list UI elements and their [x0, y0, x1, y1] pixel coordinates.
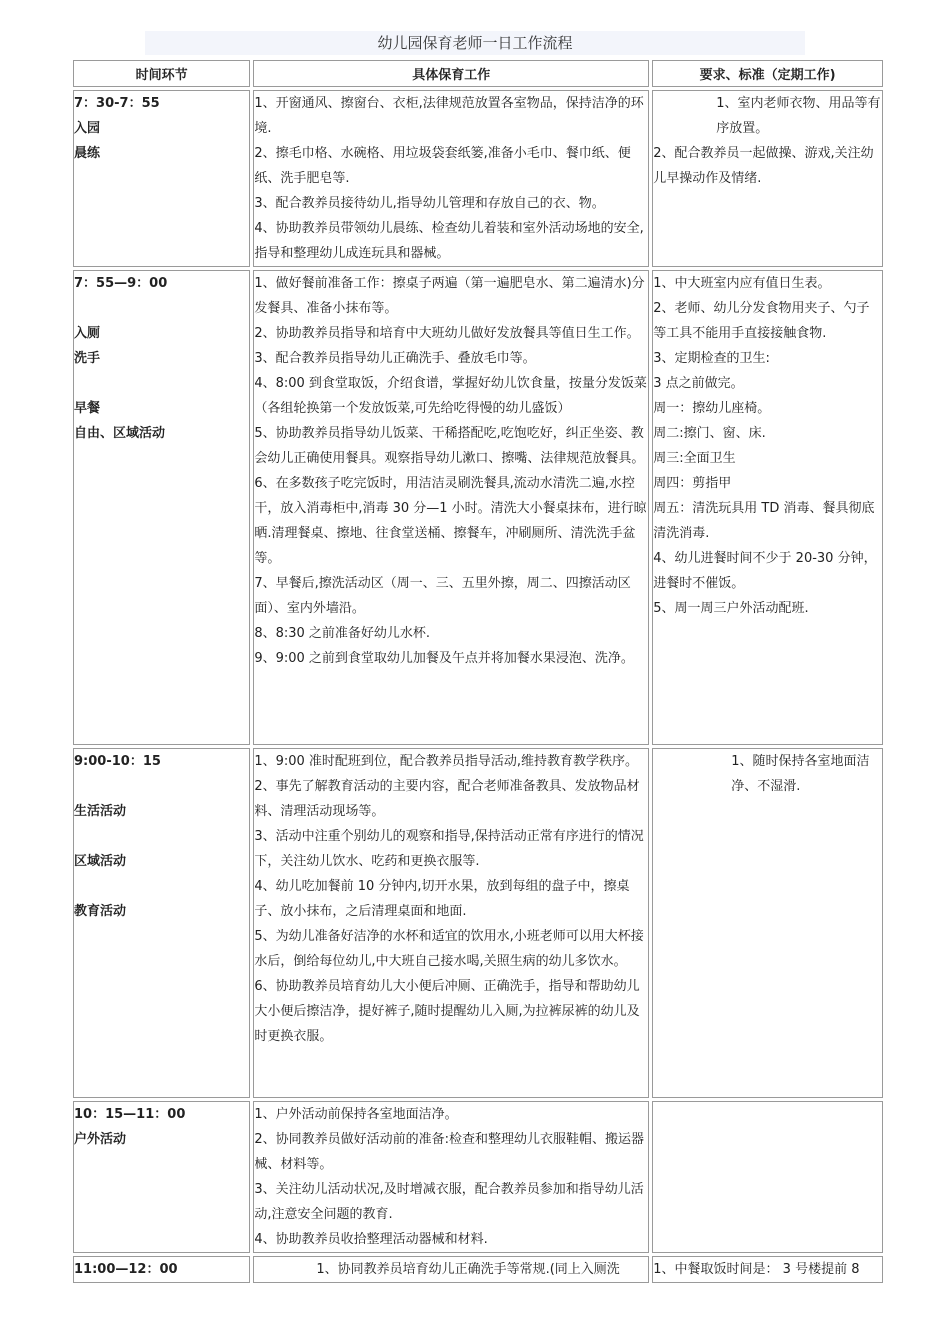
header-requirements: 要求、标准（定期工作)	[652, 60, 883, 87]
work-item: 8、8:30 之前准备好幼儿水杯.	[254, 626, 431, 641]
work-cell	[253, 1101, 649, 1253]
work-item: 2、事先了解教育活动的主要内容，配合老师准备教具、发放物品材料、清理活动现场等。	[254, 779, 640, 819]
time-range: 10：15—11：00	[74, 1107, 186, 1122]
activity-label	[74, 296, 249, 321]
activity-label: 户外活动	[74, 1132, 127, 1147]
work-item: 7、早餐后,擦洗活动区（周一、三、五里外擦，周二、四擦活动区面）、室内外墙沿。	[254, 576, 631, 616]
table-row	[73, 1101, 883, 1253]
work-item: 4、协助教养员收拾整理活动器械和材料.	[254, 1232, 488, 1247]
table-row	[73, 90, 883, 267]
work-item: 3、活动中注重个别幼儿的观察和指导,保持活动正常有序进行的情况下，关注幼儿饮水、吃药和更换衣服等.	[254, 829, 644, 869]
requirement-item: 5、周一周三户外活动配班.	[653, 601, 809, 616]
activity-label: 早餐	[74, 401, 101, 416]
work-item: 5、协助教养员指导幼儿饭菜、干稀搭配吃,吃饱吃好，纠正坐姿、教会幼儿正确使用餐具。观察指导幼儿漱口、擦嘴、法律规范放餐具。	[254, 426, 645, 466]
work-item: 9、9:00 之前到食堂取幼儿加餐及午点并将加餐水果浸泡、洗净。	[254, 651, 634, 666]
work-item: 3、配合教养员指导幼儿正确洗手、叠放毛巾等。	[254, 351, 536, 366]
table-row	[73, 270, 883, 745]
work-item: 4、协助教养员带领幼儿晨练、检查幼儿着装和室外活动场地的安全,指导和整理幼儿成连玩具和器械。	[254, 221, 644, 261]
requirement-item: 1、中大班室内应有值日生表。	[653, 276, 831, 291]
activity-label: 入园	[74, 121, 101, 136]
work-item: 1、户外活动前保持各室地面洁净。	[254, 1107, 458, 1122]
requirement-cell	[652, 1101, 883, 1253]
activity-label: 教育活动	[74, 904, 127, 919]
requirement-item: 1、中餐取饭时间是： 3 号楼提前 8	[653, 1262, 860, 1277]
activity-label: 洗手	[74, 351, 101, 366]
time-range: 7：55—9：00	[74, 276, 168, 291]
work-item: 2、协助教养员指导和培育中大班幼儿做好发放餐具等值日生工作。	[254, 326, 640, 341]
work-item: 4、幼儿吃加餐前 10 分钟内,切开水果，放到每组的盘子中，擦桌子、放小抹布，之后清理桌面和地面.	[254, 879, 630, 919]
requirement-item: 1、室内老师衣物、用品等有序放置。	[716, 96, 881, 136]
table-row	[73, 1256, 883, 1283]
table-header-row	[73, 60, 883, 87]
work-item: 6、在多数孩子吃完饭时，用洁洁灵刷洗餐具,流动水清洗二遍,水控干，放入消毒柜中,消毒 30 分—1 小时。清洗大小餐桌抹布，进行晾晒.清理餐桌、擦地、往食堂送桶、擦餐车，冲刷厕所、清洗洗手盆等。	[254, 476, 647, 566]
workflow-table	[70, 57, 886, 1286]
work-item: 2、协同教养员做好活动前的准备:检查和整理幼儿衣服鞋帽、搬运器械、材料等。	[254, 1132, 644, 1172]
work-item: 1、9:00 准时配班到位，配合教养员指导活动,维持教育教学秩序。	[254, 754, 639, 769]
table-row	[73, 748, 883, 1098]
work-item: 5、为幼儿准备好洁净的水杯和适宜的饮用水,小班老师可以用大杯接水后，倒给每位幼儿,中大班自己接水喝,关照生病的幼儿多饮水。	[254, 929, 644, 969]
work-item: 1、做好餐前准备工作：擦桌子两遍（第一遍肥皂水、第二遍清水)分发餐具、准备小抹布等。	[254, 276, 645, 316]
activity-label	[74, 774, 249, 799]
requirement-item: 4、幼儿进餐时间不少于 20-30 分钟，进餐时不催饭。	[653, 551, 877, 591]
time-cell	[73, 1101, 250, 1253]
requirement-cell	[652, 270, 883, 745]
time-cell	[73, 270, 250, 745]
time-cell	[73, 90, 250, 267]
work-cell	[253, 748, 649, 1098]
header-work: 具体保育工作	[253, 60, 649, 87]
work-item: 1、协同教养员培育幼儿正确洗手等常规.(同上入厕洗	[316, 1262, 620, 1277]
time-cell	[73, 1256, 250, 1283]
work-item: 6、协助教养员培育幼儿大小便后冲厕、正确洗手，指导和帮助幼儿大小便后擦洁净，提好裤子,随时提醒幼儿入厕,为拉裤尿裤的幼儿及时更换衣服。	[254, 979, 640, 1044]
activity-label: 入厕	[74, 326, 101, 341]
requirement-cell	[652, 1256, 883, 1283]
activity-label	[74, 874, 249, 899]
requirement-item: 1、随时保持各室地面洁净、不湿滑.	[731, 754, 870, 794]
requirement-cell	[652, 748, 883, 1098]
work-item: 3、关注幼儿活动状况,及时增减衣服，配合教养员参加和指导幼儿活动,注意安全问题的教育.	[254, 1182, 644, 1222]
requirement-item: 2、配合教养员一起做操、游戏,关注幼儿早操动作及情绪.	[653, 146, 874, 186]
requirement-item: 3、定期检查的卫生:	[653, 351, 770, 366]
header-time: 时间环节	[73, 60, 250, 87]
work-item: 1、开窗通风、擦窗台、衣柜,法律规范放置各室物品，保持洁净的环境.	[254, 96, 644, 136]
work-item: 4、8:00 到食堂取饭，介绍食谱，掌握好幼儿饮食量，按量分发饭菜（各组轮换第一个发放饭菜,可先给吃得慢的幼儿盛饭）	[254, 376, 647, 416]
activity-label	[74, 824, 249, 849]
requirement-item: 周一：擦幼儿座椅。	[653, 401, 771, 416]
activity-label: 生活活动	[74, 804, 127, 819]
requirement-item: 2、老师、幼儿分发食物用夹子、勺子等工具不能用手直接接触食物.	[653, 301, 870, 341]
requirement-item: 周三:全面卫生	[653, 451, 736, 466]
activity-label: 区域活动	[74, 854, 127, 869]
work-cell	[253, 270, 649, 745]
time-range: 7：30-7：55	[74, 96, 160, 111]
requirement-item: 周二:擦门、窗、床.	[653, 426, 766, 441]
requirement-item: 周四：剪指甲	[653, 476, 732, 491]
time-cell	[73, 748, 250, 1098]
activity-label	[74, 371, 249, 396]
page-title: 幼儿园保育老师一日工作流程	[145, 31, 805, 55]
work-item: 3、配合教养员接待幼儿,指导幼儿管理和存放自己的衣、物。	[254, 196, 605, 211]
time-range: 11:00—12：00	[74, 1262, 178, 1277]
time-range: 9:00-10：15	[74, 754, 161, 769]
work-cell	[253, 1256, 649, 1283]
work-cell	[253, 90, 649, 267]
work-item: 2、擦毛巾格、水碗格、用垃圾袋套纸篓,准备小毛巾、餐巾纸、便纸、洗手肥皂等.	[254, 146, 631, 186]
requirement-cell	[652, 90, 883, 267]
activity-label: 晨练	[74, 146, 101, 161]
activity-label: 自由、区域活动	[74, 426, 166, 441]
requirement-item: 3 点之前做完。	[653, 376, 744, 391]
requirement-item: 周五：清洗玩具用 TD 消毒、餐具彻底清洗消毒.	[653, 501, 875, 541]
